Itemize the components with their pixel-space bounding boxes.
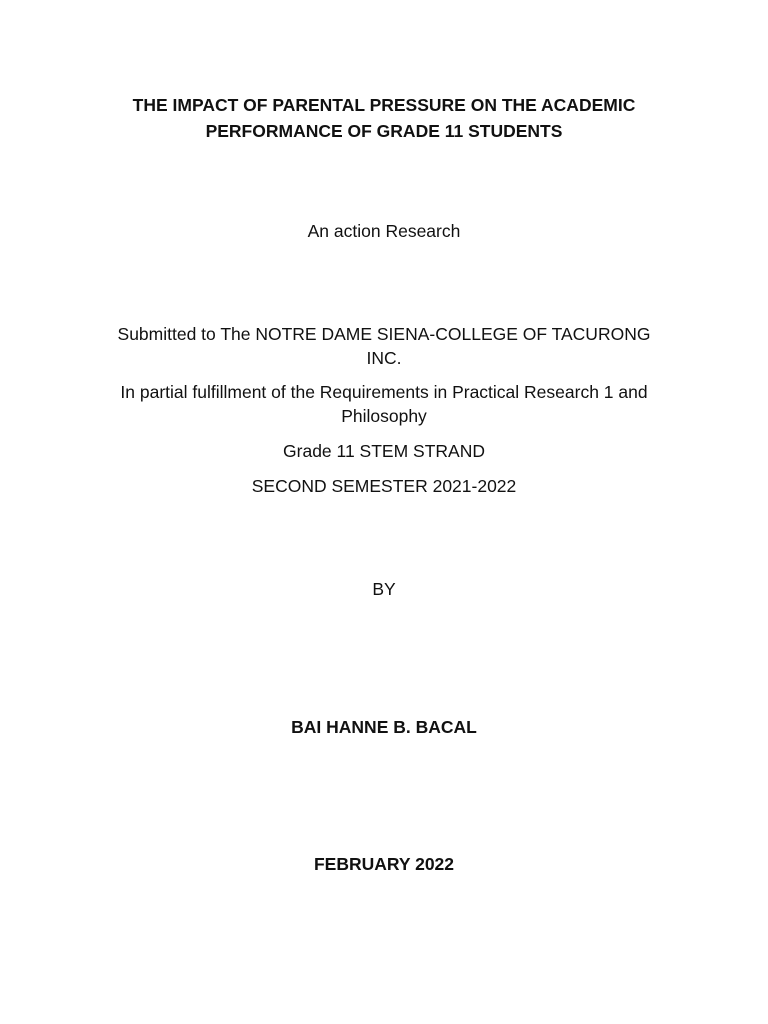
author-name: BAI HANNE B. BACAL [291,717,477,737]
title-line-1: THE IMPACT OF PARENTAL PRESSURE ON THE ACADEMIC [132,95,636,115]
grade-strand: Grade 11 STEM STRAND [283,441,485,461]
submitted-line-1: Submitted to The NOTRE DAME SIENA-COLLEGE OF TACURONG [117,324,651,344]
submitted-line-2: INC. [366,348,402,368]
by-label: BY [372,579,396,599]
title-line-2: PERFORMANCE OF GRADE 11 STUDENTS [205,121,563,141]
semester: SECOND SEMESTER 2021-2022 [251,476,517,496]
subtitle: An action Research [307,221,461,241]
fulfillment-line-2: Philosophy [341,406,427,426]
document-date: FEBRUARY 2022 [313,854,455,874]
fulfillment-line-1: In partial fulfillment of the Requirements in Practical Research 1 and [120,382,648,402]
